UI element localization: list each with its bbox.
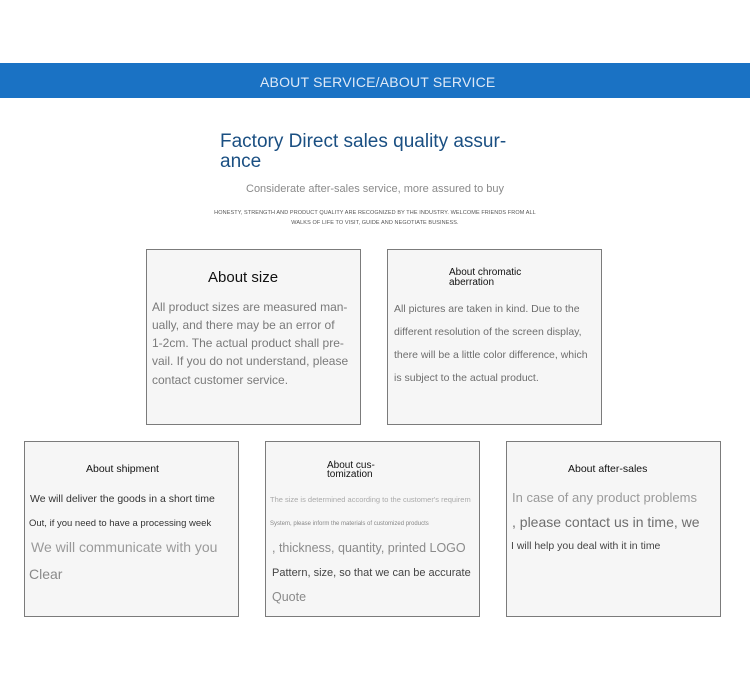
page-subtitle: Considerate after-sales service, more assured to buy — [246, 183, 505, 195]
service-banner — [0, 63, 750, 98]
card-about-shipment — [24, 441, 239, 617]
card-about-size — [146, 249, 361, 425]
card-text-line: , thickness, quantity, printed LOGO — [272, 541, 466, 555]
card-text-line: System, please inform the materials of customized products — [270, 521, 429, 527]
card-text-line: Pattern, size, so that we can be accurate — [272, 567, 471, 579]
card-about-after-sales — [506, 441, 721, 617]
card-heading: About size — [208, 269, 279, 286]
card-text-line: Clear — [29, 566, 63, 582]
card-heading-line-1: About cus- — [327, 460, 375, 471]
page-title — [220, 132, 540, 172]
card-text-line: 1-2cm. The actual product shall pre- — [152, 336, 344, 350]
card-text-line: Quote — [272, 590, 307, 604]
card-text-line: Out, if you need to have a processing week — [29, 518, 212, 529]
card-about-chromatic-aberration — [387, 249, 602, 425]
card-heading: About after-sales — [568, 463, 648, 475]
tagline-line-1: HONESTY, STRENGTH AND PRODUCT QUALITY ARE RECOGNIZED BY THE INDUSTRY. WELCOME FRIENDS FROM ALL — [214, 210, 536, 216]
card-text-line: , please contact us in time, we — [512, 514, 700, 530]
card-text-line: We will deliver the goods in a short time — [30, 493, 215, 505]
card-text-line: ually, and there may be an error of — [152, 318, 335, 332]
card-heading-line-2: tomization — [327, 469, 373, 480]
banner-title: ABOUT SERVICE/ABOUT SERVICE — [260, 74, 496, 90]
card-heading-line-1: About chromatic — [449, 267, 522, 278]
card-text-line: there will be a little color difference, which — [394, 349, 588, 361]
card-text-line: vail. If you do not understand, please — [152, 354, 349, 368]
card-text-line: contact customer service. — [152, 373, 289, 387]
page-title-line-1: Factory Direct sales quality assur- — [220, 131, 507, 152]
card-heading — [449, 268, 521, 288]
card-text-line: I will help you deal with it in time — [511, 540, 661, 552]
card-heading: About shipment — [86, 463, 159, 475]
card-text-line: different resolution of the screen display, — [394, 326, 582, 338]
card-text-line: is subject to the actual product. — [394, 372, 539, 384]
card-text-line: All pictures are taken in kind. Due to the — [394, 303, 580, 315]
card-text-line: We will communicate with you — [31, 539, 218, 555]
tagline — [200, 208, 550, 228]
card-about-customization — [265, 441, 480, 617]
card-text-line: All product sizes are measured man- — [152, 300, 348, 314]
card-heading-line-2: aberration — [449, 277, 495, 288]
card-heading — [327, 461, 375, 479]
card-text-line: In case of any product problems — [512, 490, 697, 505]
page-title-line-2: ance — [220, 151, 262, 172]
card-text-line: The size is determined according to the customer's requirem — [270, 495, 471, 504]
tagline-line-2: WALKS OF LIFE TO VISIT, GUIDE AND NEGOTIATE BUSINESS. — [291, 220, 459, 226]
